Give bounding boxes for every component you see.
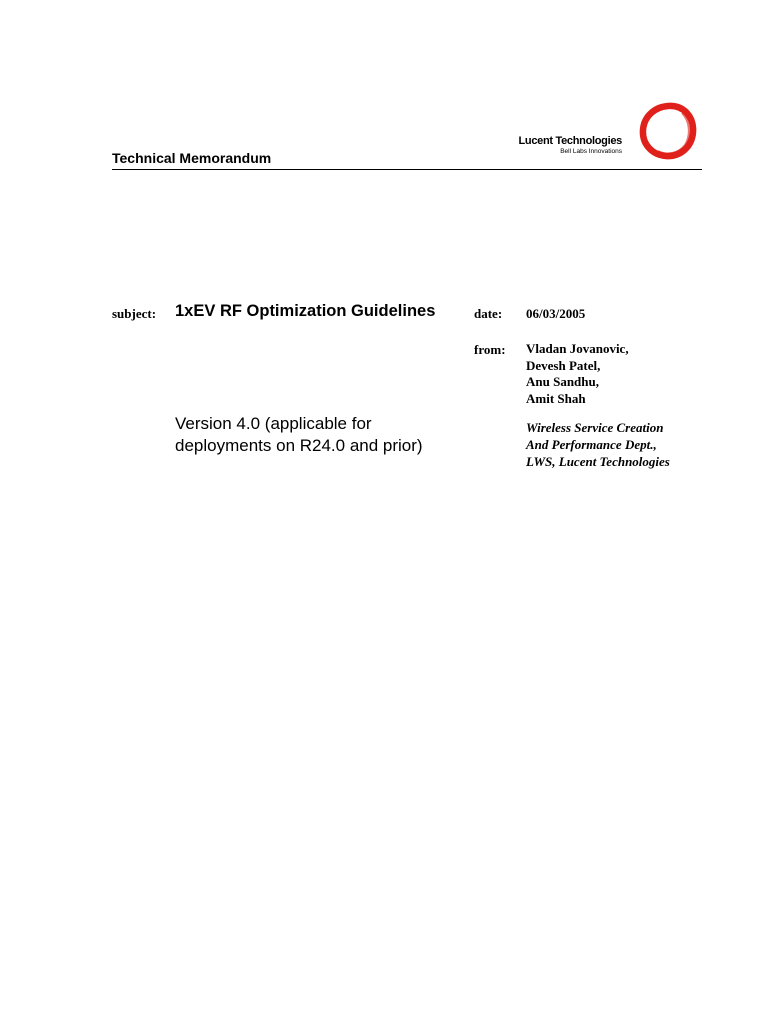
- department-line: And Performance Dept.,: [526, 437, 657, 452]
- department-line: LWS, Lucent Technologies: [526, 454, 670, 469]
- subject-label: subject:: [112, 306, 157, 321]
- version-line: deployments on R24.0 and prior): [175, 436, 423, 455]
- logo-wordmark: Lucent Technologies: [518, 135, 622, 147]
- ring-inner-stroke: [658, 113, 689, 153]
- author-list: [526, 341, 629, 407]
- author-name: Vladan Jovanovic,: [526, 341, 629, 356]
- logo-tagline: Bell Labs Innovations: [560, 148, 622, 155]
- from-label: from:: [474, 342, 506, 357]
- ring-outer-stroke: [643, 106, 693, 156]
- date-value: 06/03/2005: [526, 306, 586, 321]
- department-line: Wireless Service Creation: [526, 420, 664, 435]
- lucent-innovation-ring-icon: [638, 101, 698, 161]
- version-note: [175, 413, 423, 457]
- author-name: Anu Sandhu,: [526, 374, 599, 389]
- company-logo: [505, 95, 705, 167]
- version-line: Version 4.0 (applicable for: [175, 414, 372, 433]
- subject-title: 1xEV RF Optimization Guidelines: [175, 302, 436, 320]
- author-name: Amit Shah: [526, 390, 586, 406]
- document-type-heading: Technical Memorandum: [112, 150, 272, 166]
- department-block: [526, 419, 670, 470]
- header-divider: [112, 169, 702, 170]
- date-label: date:: [474, 306, 503, 321]
- author-name: Devesh Patel,: [526, 357, 601, 373]
